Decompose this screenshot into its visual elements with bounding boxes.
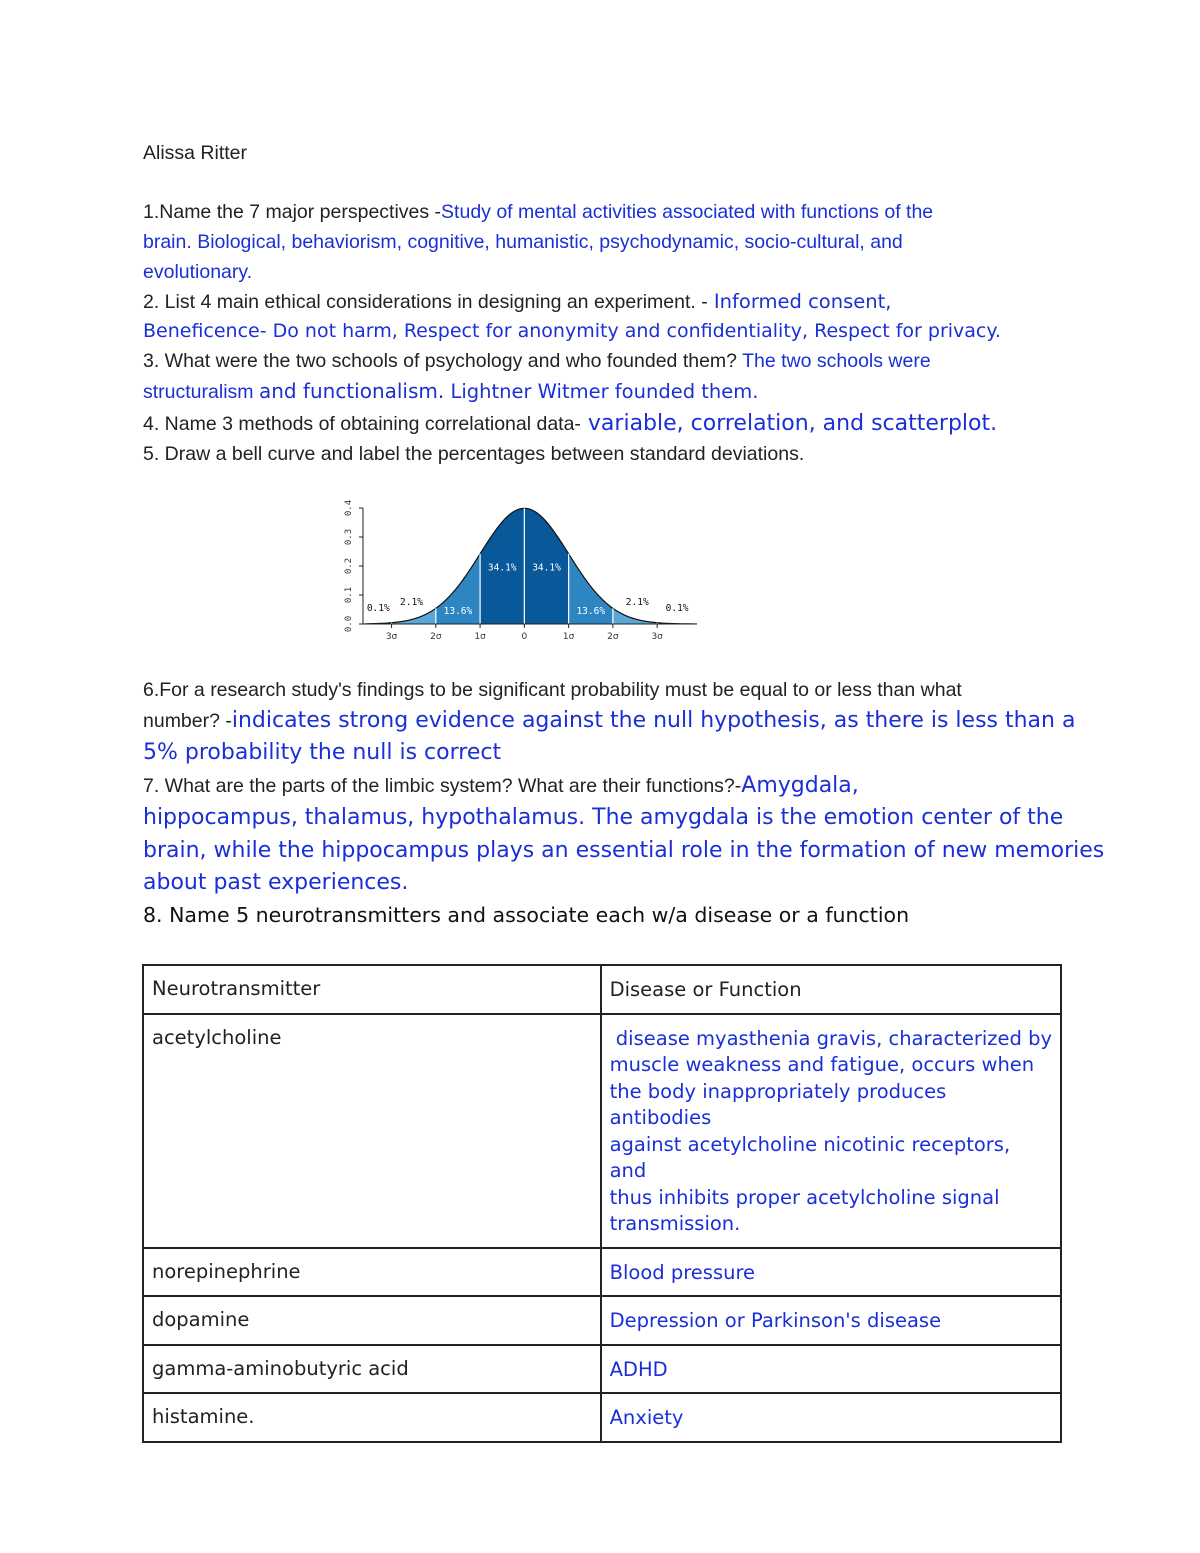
- cell-disease-or-function: Anxiety: [601, 1393, 1061, 1442]
- table-row: [143, 1393, 1061, 1442]
- question-5-text: 5. Draw a bell curve and label the percentages between standard deviations.: [143, 443, 805, 465]
- region-percent-label: 2.1%: [625, 597, 649, 609]
- answer-3-part-c: Lightner Witmer founded them.: [444, 380, 759, 403]
- answer-2-line-1: Informed consent,: [707, 290, 892, 313]
- answer-3-line-1: The two schools were: [737, 350, 931, 372]
- question-1-text: 1.Name the 7 major perspectives -: [143, 201, 442, 223]
- tail-percent-label: 0.1%: [366, 602, 390, 614]
- header-disease-or-function: Disease or Function: [601, 965, 1061, 1014]
- question-2-line-1: [143, 290, 891, 314]
- region-percent-label: 13.6%: [576, 605, 606, 617]
- answer-7-line-4: about past experiences.: [143, 870, 409, 895]
- table-row: [143, 1345, 1061, 1394]
- table-row: [143, 1296, 1061, 1345]
- question-4-text: 4. Name 3 methods of obtaining correlational data-: [143, 413, 581, 435]
- x-tick-label: 1σ: [562, 632, 575, 642]
- cell-neurotransmitter: gamma-aminobutyric acid: [143, 1345, 601, 1394]
- cell-line: disease myasthenia gravis, characterized by: [609, 1026, 1052, 1050]
- region-percent-label: 34.1%: [487, 562, 517, 574]
- region-percent-label: 13.6%: [443, 605, 473, 617]
- question-2-text: 2. List 4 main ethical considerations in designing an experiment. -: [143, 291, 708, 313]
- cell-disease-or-function: Depression or Parkinson's disease: [601, 1296, 1061, 1345]
- answer-7-line-1: Amygdala,: [741, 773, 859, 798]
- x-tick-label: 1σ: [474, 632, 486, 642]
- cell-neurotransmitter: acetylcholine: [143, 1014, 601, 1248]
- answer-3-line-2: [143, 379, 758, 404]
- header-neurotransmitter: Neurotransmitter: [143, 965, 601, 1014]
- author-name: Alissa Ritter: [143, 142, 248, 164]
- question-3-line-1: [143, 350, 931, 373]
- question-1-line-1: [143, 201, 933, 224]
- answer-4-text: variable, correlation, and scatterplot.: [580, 411, 998, 436]
- bell-curve-chart: [335, 500, 700, 648]
- table-row: [143, 1014, 1061, 1248]
- y-tick-label: 0.1: [344, 586, 354, 604]
- x-tick-label: 3σ: [385, 632, 398, 642]
- cell-line: thus inhibits proper acetylcholine signal: [609, 1185, 1000, 1209]
- answer-6-line-1: indicates strong evidence against the null hypothesis, as there is less than a: [231, 708, 1076, 733]
- cell-disease-or-function: Blood pressure: [601, 1248, 1061, 1297]
- region-percent-label: 34.1%: [532, 562, 561, 574]
- answer-1-line-2: brain. Biological, behaviorism, cognitive, humanistic, psychodynamic, socio-cultural, and: [143, 231, 903, 253]
- answer-2-line-2: Beneficence- Do not harm, Respect for anonymity and confidentiality, Respect for privacy.: [143, 320, 1001, 342]
- question-6-text-end: number? -: [143, 710, 232, 732]
- x-tick-label: 3σ: [651, 632, 663, 642]
- question-3-text: 3. What were the two schools of psychology and who founded them?: [143, 350, 738, 372]
- cell-neurotransmitter: norepinephrine: [143, 1248, 601, 1297]
- answer-3-part-b: and functionalism.: [258, 379, 445, 403]
- table-header-row: [143, 965, 1061, 1014]
- table-row: [143, 1248, 1061, 1297]
- answer-1-line-1: Study of mental activities associated with functions of the: [441, 201, 934, 223]
- cell-neurotransmitter: dopamine: [143, 1296, 601, 1345]
- question-4-line: [143, 411, 997, 436]
- cell-neurotransmitter: histamine.: [143, 1393, 601, 1442]
- question-6-line-2: [143, 708, 1075, 733]
- cell-disease-or-function: ADHD: [601, 1345, 1061, 1394]
- neurotransmitter-table: [142, 964, 1062, 1443]
- x-tick-label: 2σ: [607, 632, 619, 642]
- region-percent-label: 2.1%: [400, 597, 423, 609]
- answer-7-line-3: brain, while the hippocampus plays an essential role in the formation of new memories: [143, 838, 1105, 863]
- answer-3-part-a: structuralism: [143, 381, 259, 403]
- answer-7-line-2: hippocampus, thalamus, hypothalamus. The amygdala is the emotion center of the: [143, 805, 1064, 830]
- y-tick-label: 0.4: [344, 500, 354, 517]
- cell-line: muscle weakness and fatigue, occurs when: [609, 1053, 1035, 1076]
- tail-percent-label: 0.1%: [665, 602, 689, 614]
- cell-disease-or-function: [601, 1014, 1061, 1248]
- answer-1-line-3: evolutionary.: [143, 261, 253, 283]
- question-7-text: 7. What are the parts of the limbic system? What are their functions?-: [143, 775, 742, 797]
- question-7-line-1: [143, 773, 859, 798]
- answer-6-line-2: 5% probability the null is correct: [143, 740, 502, 765]
- question-8-text: 8. Name 5 neurotransmitters and associate each w/a disease or a function: [143, 903, 910, 927]
- question-6-line-1: 6.For a research study's findings to be significant probability must be equal to or less than what: [143, 679, 962, 701]
- y-tick-label: 0.2: [344, 557, 354, 575]
- cell-line: transmission.: [609, 1212, 741, 1235]
- x-tick-label: 2σ: [430, 632, 442, 642]
- cell-line: the body inappropriately produces antibodies: [609, 1079, 947, 1129]
- y-tick-label: 0.0: [344, 615, 354, 633]
- x-tick-label: 0: [521, 632, 528, 642]
- cell-line: against acetylcholine nicotinic receptors, and: [609, 1132, 1011, 1182]
- y-tick-label: 0.3: [344, 528, 354, 546]
